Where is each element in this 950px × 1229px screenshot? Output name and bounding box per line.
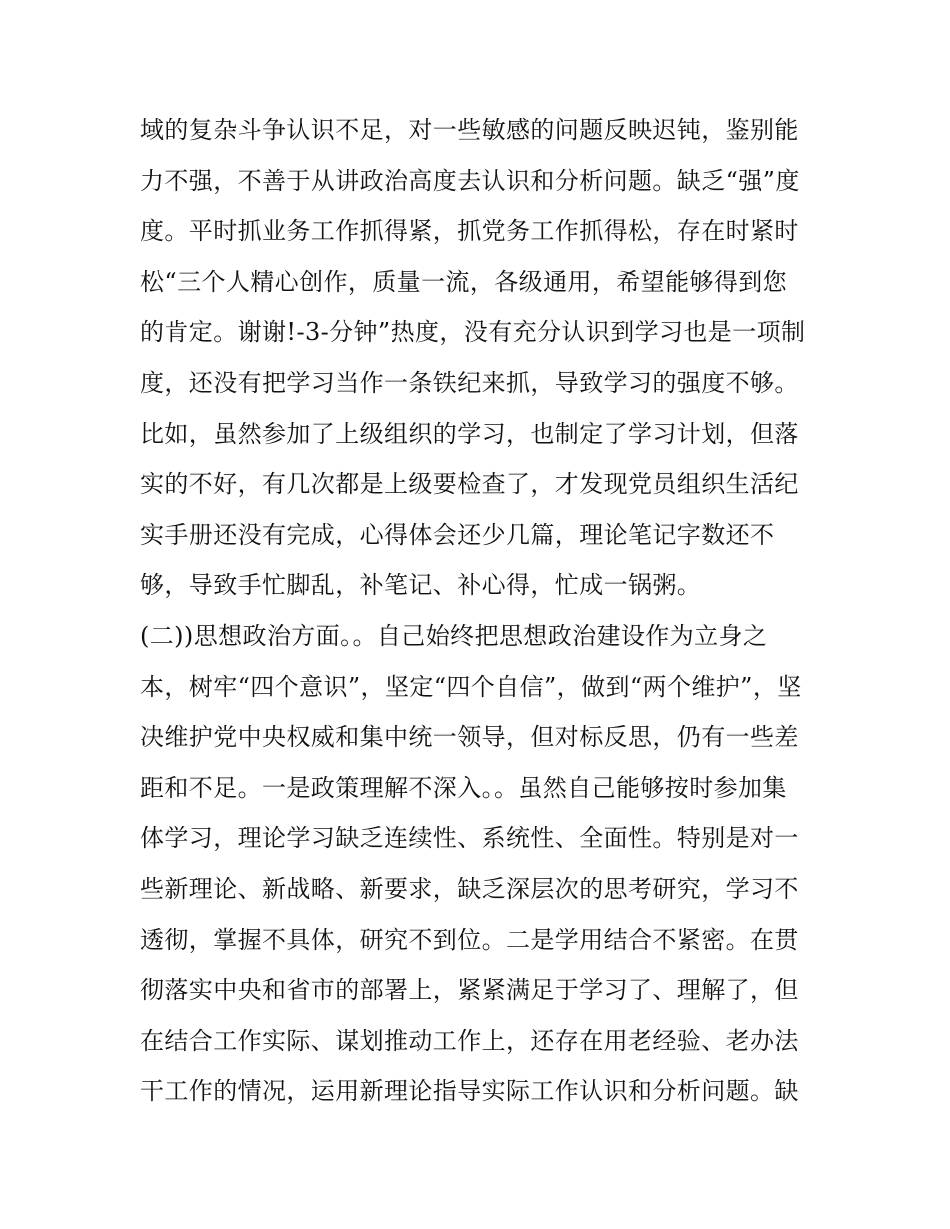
text-line: 实的不好，有几次都是上级要检查了，才发现党员组织生活纪: [140, 470, 799, 499]
text-line: 体学习，理论学习缺乏连续性、系统性、全面性。特别是对一: [140, 824, 799, 853]
text-line: 决维护党中央权威和集中统一领导，但对标反思，仍有一些差: [140, 723, 799, 752]
text-line: 度，还没有把学习当作一条铁纪来抓，导致学习的强度不够。: [140, 368, 799, 397]
text-line: 在结合工作实际、谋划推动工作上，还存在用老经验、老办法: [140, 1026, 799, 1055]
text-line: 本，树牢“四个意识”，坚定“四个自信”，做到“两个维护”，坚: [140, 672, 802, 701]
text-line: 比如，虽然参加了上级组织的学习，也制定了学习计划，但落: [140, 419, 799, 448]
body-text: [140, 105, 830, 1117]
text-line: 的肯定。谢谢!-3-分钟”热度，没有充分认识到学习也是一项制: [140, 318, 806, 347]
text-line: 些新理论、新战略、新要求，缺乏深层次的思考研究，学习不: [140, 874, 799, 903]
text-line: 实手册还没有完成，心得体会还少几篇，理论笔记字数还不: [140, 520, 775, 549]
text-line: 度。平时抓业务工作抓得紧，抓党务工作抓得松，存在时紧时: [140, 217, 799, 246]
text-line: 域的复杂斗争认识不足，对一些敏感的问题反映迟钝，鉴别能: [140, 116, 799, 144]
text-line: 彻落实中央和省市的部署上，紧紧满足于学习了、理解了，但: [140, 976, 799, 1005]
text-line: 够，导致手忙脚乱，补笔记、补心得，忙成一锅粥。: [140, 571, 702, 600]
text-line: 松“三个人精心创作，质量一流，各级通用，希望能够得到您: [140, 267, 788, 296]
text-line: 干工作的情况，运用新理论指导实际工作认识和分析问题。缺: [140, 1077, 799, 1106]
section-heading-line: (二))思想政治方面。。自己始终把思想政治建设作为立身之: [140, 621, 768, 650]
text-line: 距和不足。一是政策理解不深入。。虽然自己能够按时参加集: [140, 773, 787, 802]
text-line: 透彻，掌握不具体，研究不到位。二是学用结合不紧密。在贯: [140, 925, 799, 954]
text-line: 力不强，不善于从讲政治高度去认识和分析问题。缺乏“强”度: [140, 166, 800, 195]
